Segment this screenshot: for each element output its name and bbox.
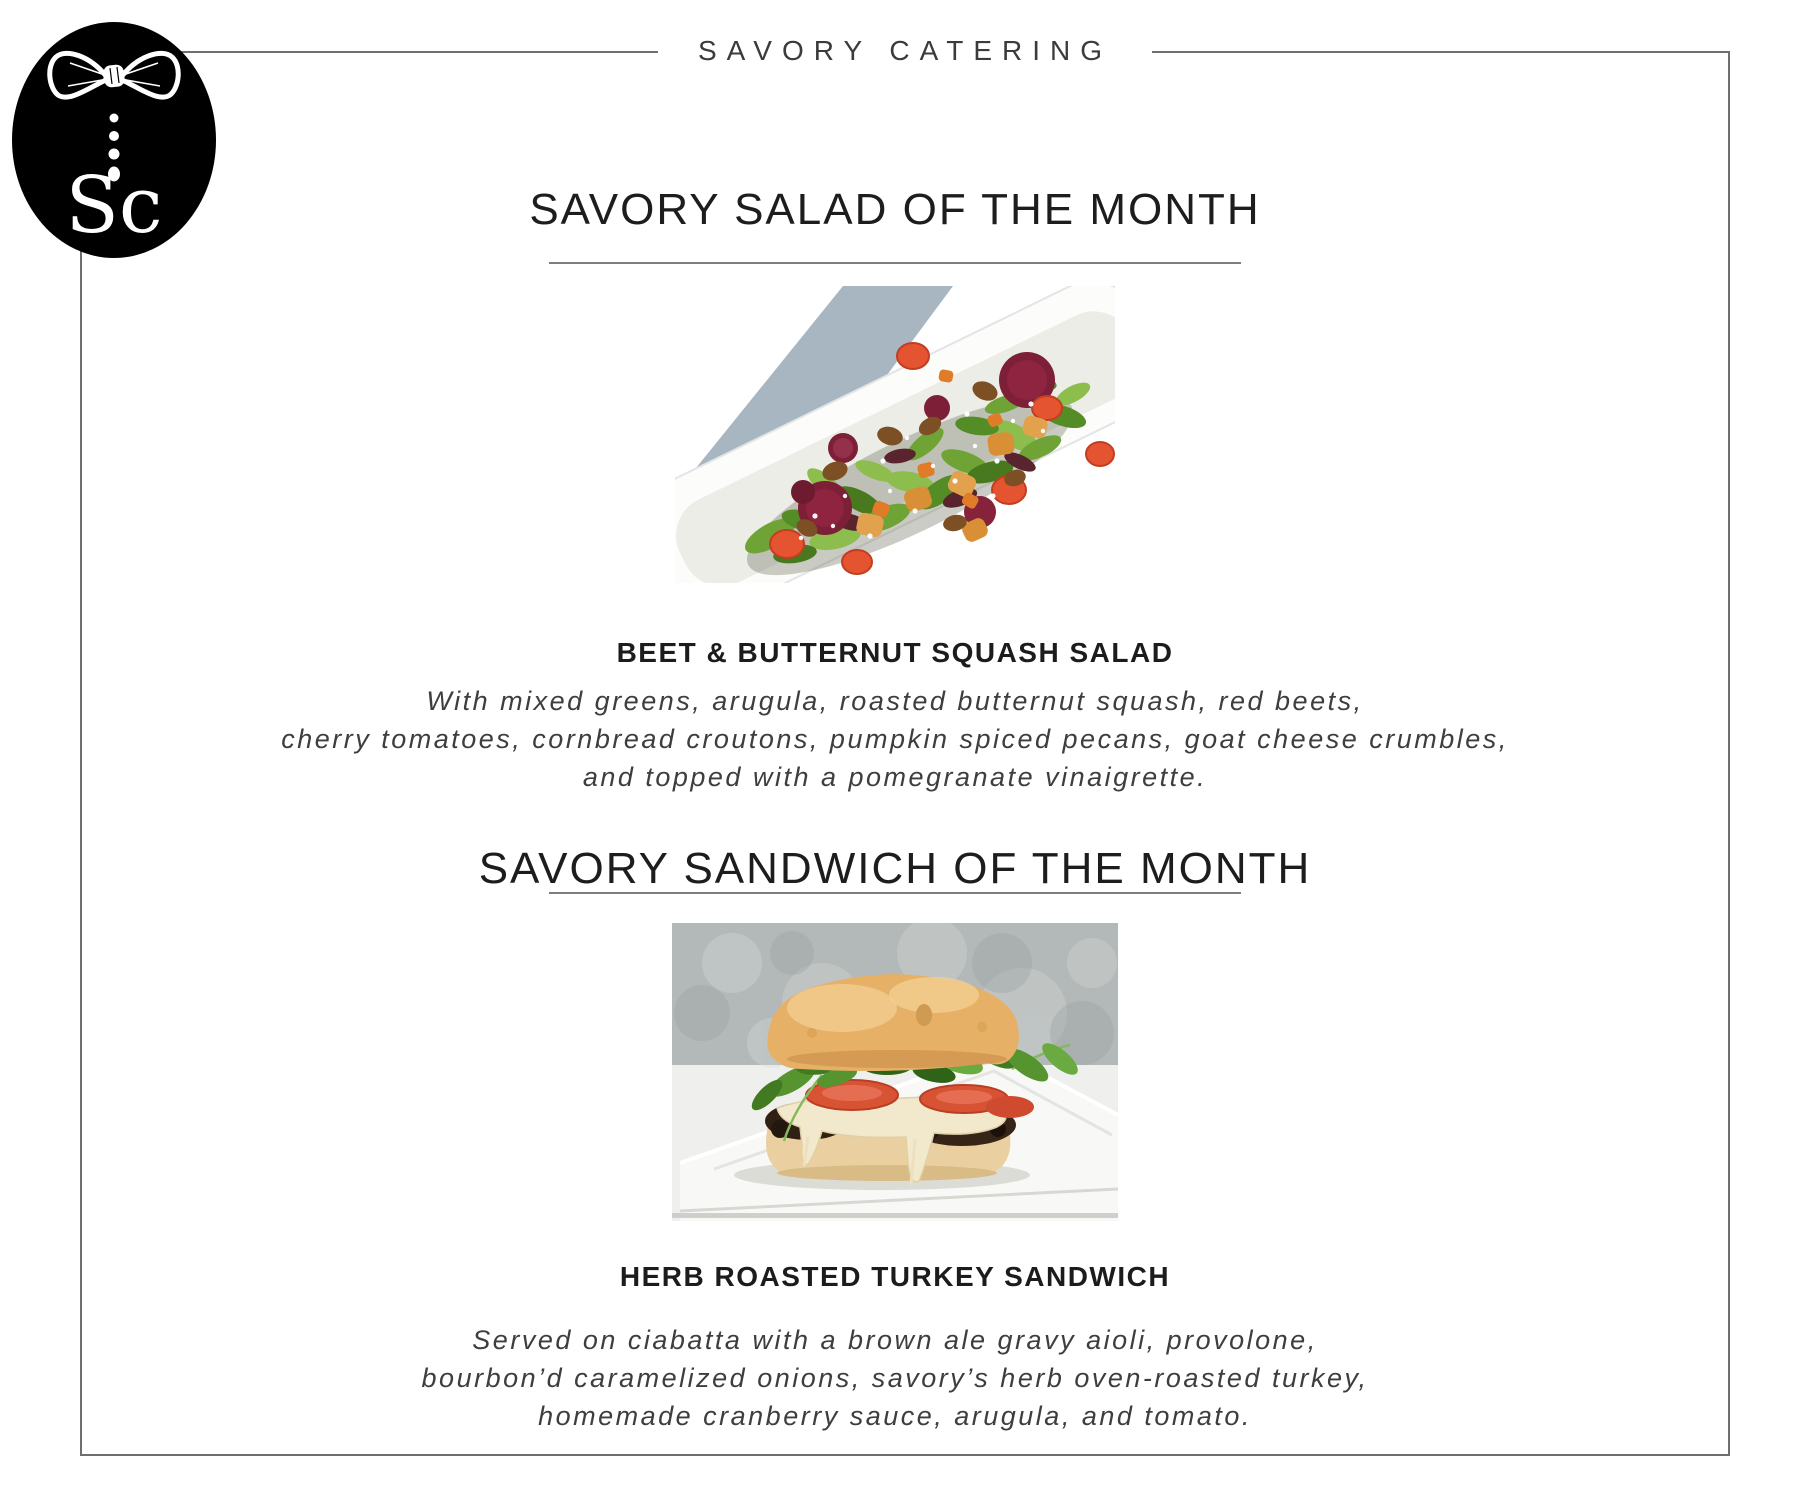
herb-roasted-turkey-sandwich-photo bbox=[672, 923, 1118, 1221]
salad-description-line: With mixed greens, arugula, roasted butternut squash, red beets, bbox=[426, 686, 1364, 716]
salad-item-name: BEET & BUTTERNUT SQUASH SALAD bbox=[616, 637, 1174, 668]
sandwich-description-line: Served on ciabatta with a brown ale gravy aioli, provolone, bbox=[472, 1325, 1318, 1355]
sandwich-description-line: bourbon’d caramelized onions, savory’s herb oven-roasted turkey, bbox=[421, 1363, 1369, 1393]
salad-description-line: and topped with a pomegranate vinaigrette. bbox=[582, 762, 1208, 792]
salad-section-heading: SAVORY SALAD OF THE MONTH bbox=[529, 185, 1261, 234]
salad-heading-divider bbox=[549, 262, 1241, 264]
sandwich-item-name: HERB ROASTED TURKEY SANDWICH bbox=[619, 1261, 1171, 1292]
menu-content bbox=[67, 0, 1723, 1500]
page-title: SAVORY CATERING bbox=[658, 27, 1152, 75]
sandwich-description bbox=[67, 1321, 1723, 1435]
sandwich-section-heading: SAVORY SANDWICH OF THE MONTH bbox=[478, 844, 1312, 893]
sandwich-description-line: homemade cranberry sauce, arugula, and tomato. bbox=[538, 1401, 1252, 1431]
sandwich-heading-divider bbox=[549, 892, 1241, 894]
logo-monogram: Sc bbox=[65, 161, 163, 251]
salad-description bbox=[67, 682, 1723, 796]
salad-description-line: cherry tomatoes, cornbread croutons, pumpkin spiced pecans, goat cheese crumbles, bbox=[281, 724, 1509, 754]
beet-and-butternut-squash-salad-photo bbox=[675, 286, 1115, 583]
